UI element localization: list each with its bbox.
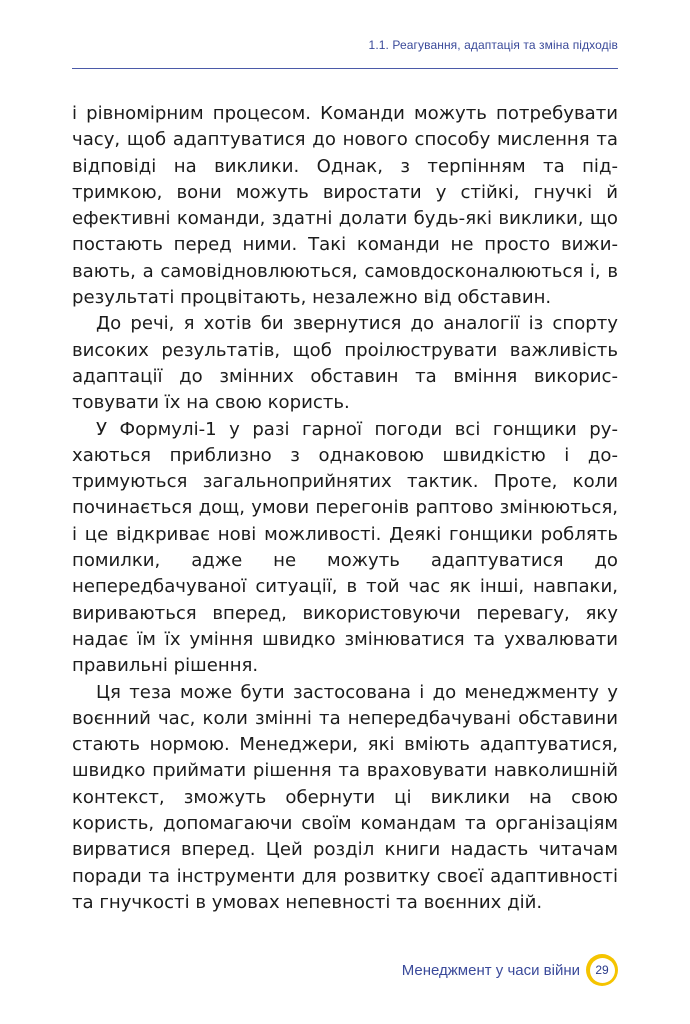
paragraph: Ця теза може бути застосована і до менеджменту у воєнний час, коли змінні та непередбачувані обставини стають нормою. Менеджери, які вміють адаптуватися, швидко приймати рішення та враховувати навколишній контекст, зможуть обернути ці виклики на свою користь, допомагаючи своїм командам та організаціям вирватися вперед. Цей розділ книги надасть читачам поради та інструменти для розвитку своєї адаптивності та гнучкості в умовах непевності та воєнних дій. [72,681,618,913]
footer-book-title: Менеджмент у часи війни [401,962,580,979]
header-divider [72,68,618,69]
body-text [72,101,618,916]
running-header: 1.1. Реагування, адаптація та зміна підходів [368,38,618,52]
paragraph: До речі, я хотів би звернутися до аналогії із спорту високих результатів, щоб проілюструвати важливість адаптації до змінних обставин та вміння використовувати їх на свою користь. [72,313,618,414]
page-number-badge [586,954,618,986]
paragraph: і рівномірним процесом. Команди можуть потребувати часу, щоб адаптуватися до нового способу мислення та відповіді на виклики. Однак, з терпінням та підтримкою, вони можуть виростати у стійкі, гнучкі й ефективні команди, здатні долати будь-які виклики, що постають перед ними. Такі команди не просто виживають, а самовідновлюються, самовдосконалюються і, в результаті процвітають, незалежно від обставин. [72,103,618,309]
page-number: 29 [590,958,615,983]
paragraph: У Формулі-1 у разі гарної погоди всі гонщики рухаються приблизно з однаковою швидкістю і дотримуються загальноприйнятих тактик. Проте, коли починається дощ, умови перегонів раптово змінюються, і це відкриває нові можливості. Деякі гонщики роблять помилки, адже не можуть адаптуватися до непередбачуваної ситуації, в той час як інші, навпаки, вириваються вперед, використовуючи перевагу, яку надає їм їх уміння швидко змінюватися та ухвалювати правильні рішення. [72,418,618,677]
